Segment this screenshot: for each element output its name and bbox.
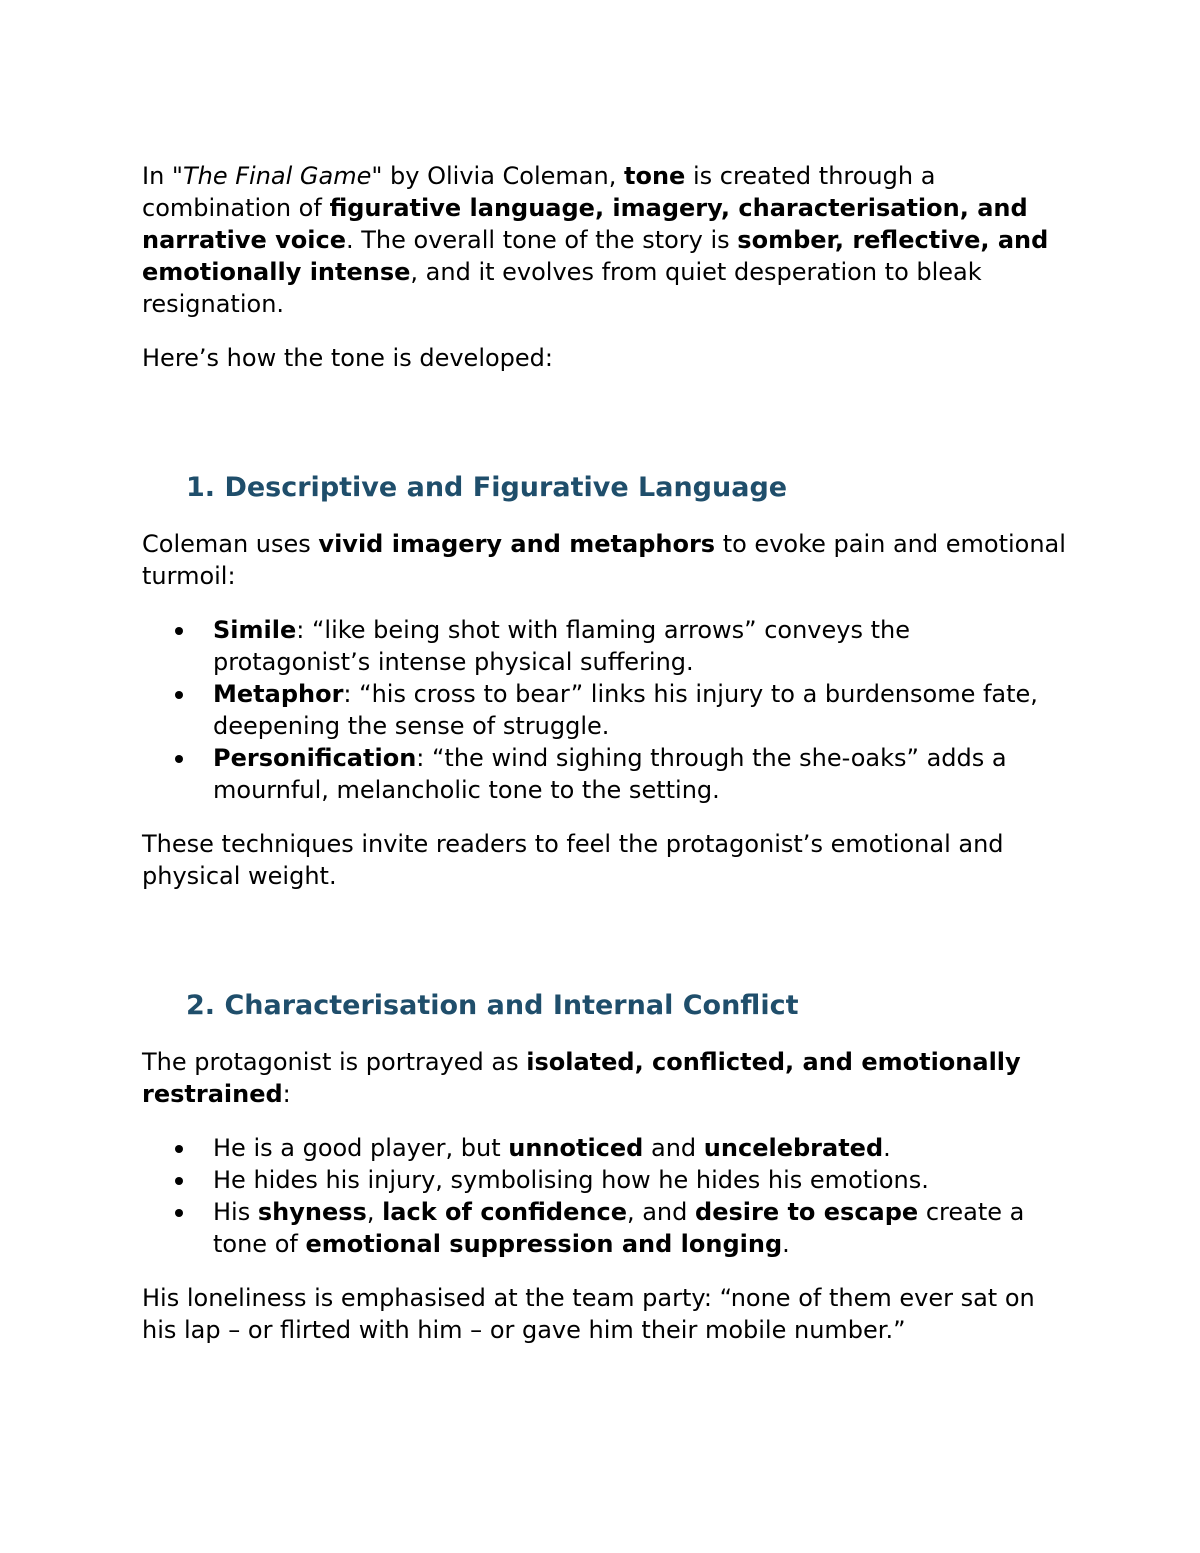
list-item-term: Simile bbox=[213, 616, 297, 644]
intro-text: is created through a combination of bbox=[142, 162, 936, 222]
section-1-heading: 1. Descriptive and Figurative Language bbox=[186, 472, 788, 503]
section-2-paragraph bbox=[142, 1046, 1072, 1110]
list-item-bold: desire to escape bbox=[695, 1198, 919, 1226]
list-item-bold: uncelebrated bbox=[703, 1134, 884, 1162]
list-item-term: Personification bbox=[213, 744, 417, 772]
intro-text: , and it evolves from quiet desperation to bleak resignation. bbox=[142, 258, 982, 318]
list-item-text: He is a good player, but bbox=[213, 1134, 509, 1162]
paragraph-text: to evoke pain and emotional turmoil: bbox=[142, 530, 1066, 590]
intro-text: . The overall tone of the story is bbox=[346, 226, 738, 254]
list-item bbox=[142, 1132, 1072, 1164]
intro-text: " by Olivia Coleman, bbox=[371, 162, 624, 190]
list-item-bold: unnoticed bbox=[508, 1134, 644, 1162]
section-2-closing: His loneliness is emphasised at the team party: “none of them ever sat on his lap – or flirted with him – or gave him their mobile number.” bbox=[142, 1284, 1035, 1344]
list-item bbox=[142, 742, 1072, 806]
bullet-icon bbox=[175, 755, 183, 763]
section-2-bullet-list bbox=[142, 1132, 1072, 1260]
list-item-term: Metaphor bbox=[213, 680, 344, 708]
intro-bold: tone bbox=[623, 162, 686, 190]
list-item-bold: shyness bbox=[257, 1198, 367, 1226]
story-title: The Final Game bbox=[182, 162, 372, 190]
list-item bbox=[142, 1164, 1072, 1196]
bullet-icon bbox=[175, 1145, 183, 1153]
list-item-text: His bbox=[213, 1198, 258, 1226]
list-item-text: create a tone of bbox=[213, 1198, 1025, 1258]
list-item-text: He hides his injury, symbolising how he hides his emotions. bbox=[213, 1166, 929, 1194]
list-item bbox=[142, 1196, 1072, 1260]
section-2-heading: 2. Characterisation and Internal Conflict bbox=[186, 990, 799, 1021]
paragraph-text: Coleman uses bbox=[142, 530, 319, 558]
document-body bbox=[142, 160, 1072, 1346]
list-item-text: . bbox=[883, 1134, 891, 1162]
list-item bbox=[142, 614, 1072, 678]
list-item-text: : “the wind sighing through the she-oaks” adds a mournful, melancholic tone to the setting. bbox=[213, 744, 1007, 804]
bullet-icon bbox=[175, 627, 183, 635]
list-item-text: , and bbox=[626, 1198, 696, 1226]
section-1-closing: These techniques invite readers to feel the protagonist’s emotional and physical weight. bbox=[142, 830, 1004, 890]
paragraph-text: The protagonist is portrayed as bbox=[142, 1048, 527, 1076]
list-item-text: : “like being shot with flaming arrows” conveys the protagonist’s intense physical suffering. bbox=[213, 616, 910, 676]
list-item-bold: emotional suppression and longing bbox=[305, 1230, 783, 1258]
list-item-bold: lack of confidence bbox=[382, 1198, 627, 1226]
paragraph-bold: vivid imagery and metaphors bbox=[318, 530, 716, 558]
paragraph-bold: isolated, conflicted, and emotionally restrained bbox=[142, 1048, 1021, 1108]
list-item-text: and bbox=[643, 1134, 704, 1162]
paragraph-text: : bbox=[282, 1080, 291, 1108]
bullet-icon bbox=[175, 1177, 183, 1185]
lead-paragraph: Here’s how the tone is developed: bbox=[142, 344, 553, 372]
section-1-paragraph bbox=[142, 528, 1072, 592]
intro-paragraph bbox=[142, 160, 1072, 320]
list-item-text: : “his cross to bear” links his injury to a burdensome fate, deepening the sense of struggle. bbox=[213, 680, 1038, 740]
bullet-icon bbox=[175, 1209, 183, 1217]
list-item bbox=[142, 678, 1072, 742]
intro-bold: somber, reflective, and emotionally intense bbox=[142, 226, 1049, 286]
section-1-bullet-list bbox=[142, 614, 1072, 806]
list-item-text: . bbox=[782, 1230, 790, 1258]
intro-text: In " bbox=[142, 162, 183, 190]
list-item-text: , bbox=[366, 1198, 383, 1226]
bullet-icon bbox=[175, 691, 183, 699]
intro-bold: figurative language, imagery, characterisation, and narrative voice bbox=[142, 194, 1028, 254]
